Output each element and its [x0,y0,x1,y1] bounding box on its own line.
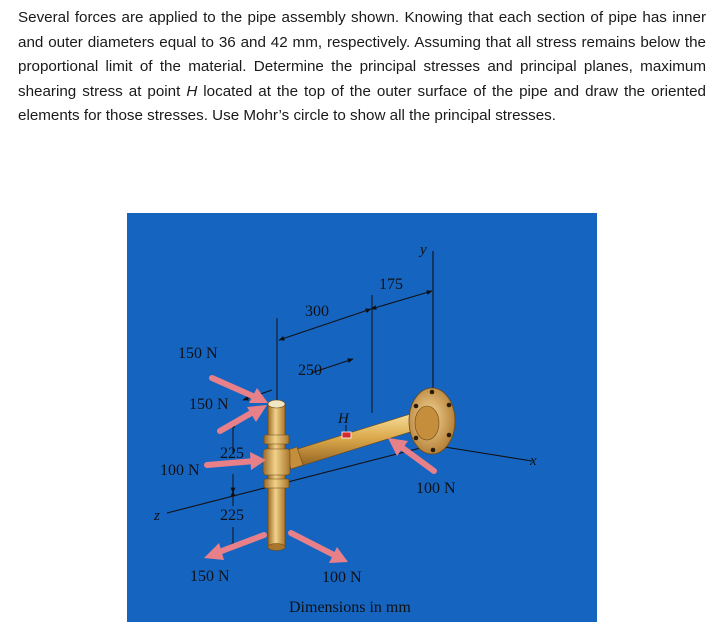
problem-statement [18,6,706,129]
dim-175-label: 175 [379,276,403,293]
bolt-hole [414,404,419,409]
force-150-mid-label: 150 N [189,396,229,413]
dim-225b-label: 225 [220,507,244,524]
x-axis-line [432,445,532,461]
bolt-hole [447,403,452,408]
arrow-150-bottom [204,535,264,560]
force-150-bottom-label: 150 N [190,568,230,585]
pipe-top-end [268,400,285,408]
point-h-ref: H [186,82,198,100]
tee-fitting [263,449,290,475]
z-axis-label: z [154,508,160,524]
bolt-hole [430,390,435,395]
flange-hub [415,406,439,440]
dim-175-line [371,291,432,309]
bolt-hole [431,448,436,453]
x-axis-label: x [530,453,537,469]
bolt-hole [414,436,419,441]
pipe-assembly-figure [127,213,597,622]
h-point-square [342,432,351,438]
figure-svg [127,213,597,622]
vertical-pipe [268,404,285,547]
problem-text-1: Several forces are applied to the pipe assembly shown. Knowing that each section of pipe has inner and outer diameters equal to 36 and 42 mm, respectively. Assuming that all stress remains below the proportional limit of the material. Determine the principal stresses and principal planes, maximum shearing stress at point [18,9,706,100]
dim-225a-label: 225 [220,445,244,462]
dim-250-label: 250 [298,362,322,379]
problem-text-2: located at the top of the outer surface of the pipe and draw the oriented elements for those stresses. Use Mohr’s circle to show all the principal stresses. [18,82,707,125]
lower-coupling [264,479,289,488]
arrow-100-bottom [291,533,348,563]
force-100-right-label: 100 N [416,480,456,497]
bolt-hole [447,433,452,438]
force-150-top-label: 150 N [178,345,218,362]
upper-coupling [264,435,289,444]
force-100-left-label: 100 N [160,462,200,479]
force-100-bottom-label: 100 N [322,569,362,586]
dim-300-label: 300 [305,303,329,320]
pipe-bottom-end [268,544,285,551]
y-axis-label: y [420,242,427,258]
figure-caption: Dimensions in mm [289,599,411,616]
pipe-vertical-section [263,400,290,551]
point-h-label: H [338,411,349,427]
force-arrows [204,378,434,563]
flange-support [409,388,455,454]
